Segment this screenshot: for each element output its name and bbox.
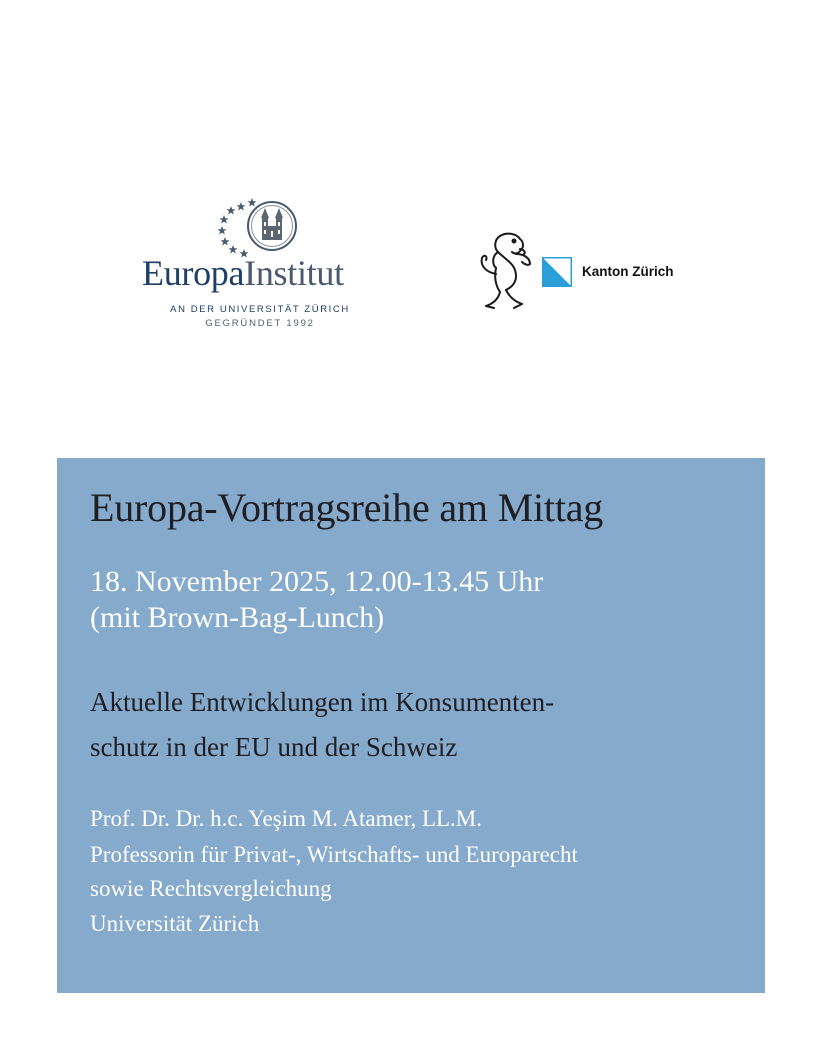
event-date: 18. November 2025, 12.00-13.45 Uhr	[90, 565, 544, 598]
speaker-title: Professorin für Privat-, Wirtschafts- und Europarecht	[90, 842, 578, 867]
zuerich-lion-icon	[476, 230, 536, 314]
topic-line-1: Aktuelle Entwicklungen im Konsumenten-	[90, 687, 555, 717]
wordmark-institut: Institut	[244, 253, 344, 293]
europa-institut-logo	[135, 196, 380, 336]
europa-institut-wordmark	[142, 251, 344, 295]
speaker-affiliation: Universität Zürich	[90, 911, 260, 936]
event-info-panel	[57, 458, 765, 993]
europa-institut-subtitle: AN DER UNIVERSITÄT ZÜRICH	[170, 304, 350, 315]
europa-institut-founded: GEGRÜNDET 1992	[205, 318, 315, 329]
speaker-title-cont: sowie Rechtsvergleichung	[90, 876, 332, 901]
series-title: Europa-Vortragsreihe am Mittag	[90, 485, 604, 530]
europa-institut-emblem-icon	[215, 196, 311, 258]
kanton-zuerich-label: Kanton Zürich	[582, 264, 674, 279]
zuerich-shield-icon	[542, 257, 572, 287]
topic-line-2: schutz in der EU und der Schweiz	[90, 732, 458, 762]
wordmark-europa: Europa	[142, 253, 245, 293]
kanton-zuerich-logo	[476, 230, 696, 316]
lunch-note: (mit Brown-Bag-Lunch)	[90, 601, 385, 634]
speaker-name: Prof. Dr. Dr. h.c. Yeşim M. Atamer, LL.M.	[90, 806, 482, 831]
